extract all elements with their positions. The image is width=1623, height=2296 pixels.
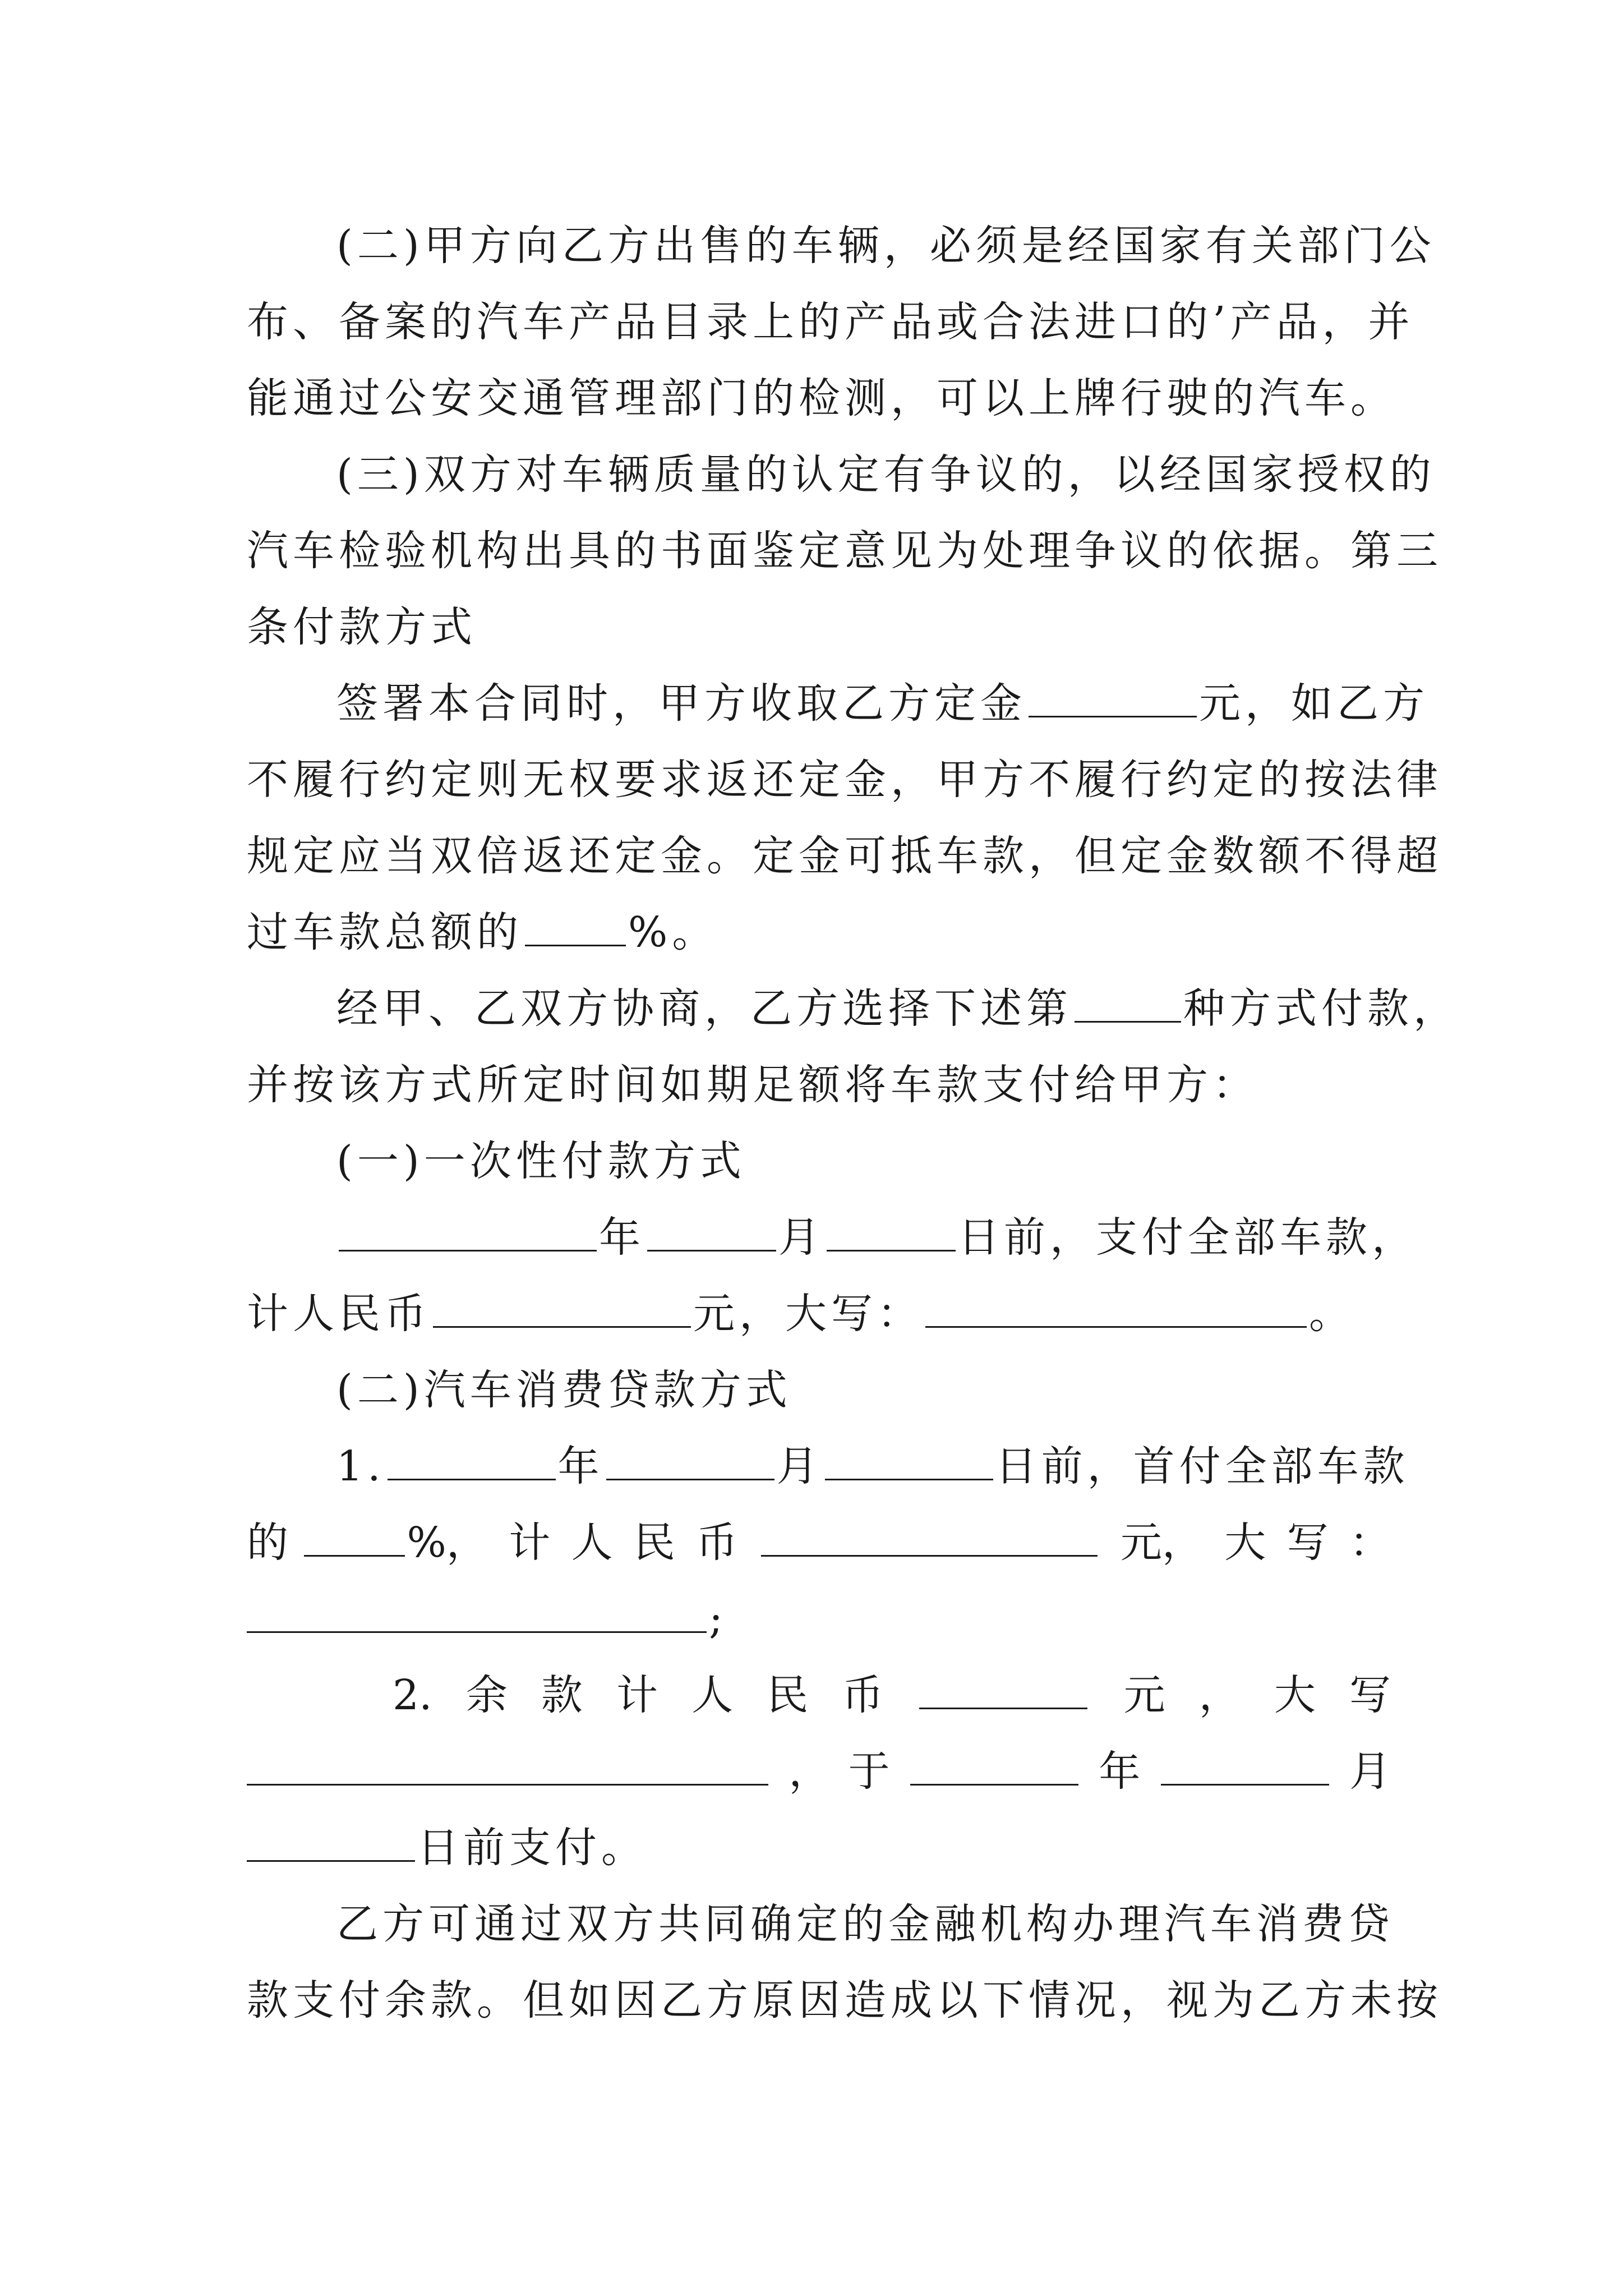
text-segment: 大 — [1274, 1671, 1316, 1719]
blank-amount — [433, 1287, 691, 1328]
blank-year — [388, 1439, 556, 1480]
text-segment: 。 — [1309, 1290, 1355, 1338]
blank-payment-method — [1075, 982, 1181, 1023]
text-line — [247, 1738, 1391, 1805]
text-segment: 人 — [691, 1671, 734, 1719]
blank-day — [247, 1821, 415, 1862]
blank-day — [827, 1211, 956, 1251]
text-segment: 过车款总额的 — [247, 908, 523, 956]
text-segment: 计 — [616, 1671, 658, 1719]
text-segment: 写 — [1287, 1519, 1329, 1567]
blank-deposit-amount — [1029, 677, 1197, 717]
section-heading: (二)汽车消费贷款方式 — [336, 1366, 792, 1414]
text-segment: ： — [1349, 1519, 1391, 1567]
blank-month — [1161, 1745, 1329, 1786]
text-line: 布、备案的汽车产品目录上的产品或合法进口的’产品，并 — [247, 298, 1414, 346]
text-line: 能通过公安交通管理部门的检测，可以上牌行驶的汽车。 — [247, 374, 1396, 422]
text-line — [247, 1509, 1391, 1576]
text-segment: 日前，首付全部车款 — [995, 1442, 1409, 1490]
text-line — [393, 1662, 1391, 1729]
text-segment: 月 — [1349, 1747, 1391, 1796]
blank-down-payment-percent — [304, 1516, 405, 1557]
blank-year — [339, 1211, 597, 1251]
text-segment: 民 — [633, 1519, 675, 1567]
text-segment: 余 — [465, 1671, 508, 1719]
text-segment — [247, 1738, 771, 1805]
text-segment: 写 — [1349, 1671, 1391, 1719]
text-segment — [759, 1509, 1100, 1576]
text-segment: 日前，支付全部车款， — [958, 1213, 1418, 1262]
text-segment: 于 — [848, 1747, 890, 1796]
text-line: (三)双方对车辆质量的认定有争议的，以经国家授权的 — [336, 450, 1436, 499]
blank-balance-amount — [919, 1668, 1087, 1709]
text-segment — [917, 1662, 1090, 1729]
text-line — [247, 1585, 1391, 1653]
blank-balance-words — [247, 1745, 768, 1786]
blank-amount-words — [247, 1592, 707, 1633]
text-segment: ， — [1198, 1671, 1241, 1719]
text-segment — [908, 1738, 1081, 1805]
section-heading: (一)一次性付款方式 — [336, 1137, 746, 1185]
text-line: 乙方可通过双方共同确定的金融机构办理汽车消费贷 — [336, 1900, 1394, 1948]
text-segment: 年 — [599, 1213, 645, 1262]
text-segment: ; — [709, 1595, 727, 1643]
text-line — [247, 1280, 1391, 1347]
text-segment: 种方式付款， — [1183, 984, 1459, 1033]
text-segment: 人 — [571, 1519, 613, 1567]
text-segment: 民 — [767, 1671, 809, 1719]
text-segment: 日前支付。 — [417, 1824, 647, 1872]
text-segment: ， — [789, 1747, 831, 1796]
blank-month — [647, 1211, 776, 1251]
blank-amount — [761, 1516, 1098, 1557]
text-line — [336, 670, 1429, 737]
text-segment: 款 — [541, 1671, 583, 1719]
text-line — [336, 1433, 1409, 1500]
text-segment: 2. — [393, 1671, 432, 1719]
text-segment: 元 — [1123, 1671, 1165, 1719]
text-line — [247, 899, 1391, 966]
text-segment: %。 — [628, 908, 718, 956]
text-segment: 元，大写： — [693, 1290, 923, 1338]
blank-amount-words — [925, 1287, 1307, 1328]
blank-day — [825, 1439, 993, 1480]
blank-month — [606, 1439, 774, 1480]
text-segment: 年 — [557, 1442, 604, 1490]
text-line: 汽车检验机构出具的书面鉴定意见为处理争议的依据。第三 — [247, 527, 1442, 575]
text-line — [336, 1204, 1418, 1271]
text-segment: 1. — [336, 1442, 385, 1490]
text-segment: 元， — [1120, 1519, 1204, 1567]
text-line: 不履行约定则无权要求返还定金，甲方不履行约定的按法律 — [247, 756, 1442, 804]
text-segment: 签署本合同时，甲方收取乙方定金 — [336, 679, 1026, 728]
text-line: 并按该方式所定时间如期足额将车款支付给甲方： — [247, 1061, 1258, 1109]
text-line: 条付款方式 — [247, 603, 477, 651]
text-line — [336, 975, 1459, 1042]
text-line — [247, 1814, 1391, 1881]
text-segment: 月 — [776, 1442, 823, 1490]
text-segment: 币 — [696, 1519, 738, 1567]
text-segment: 大 — [1224, 1519, 1266, 1567]
text-segment: 计人民币 — [247, 1290, 431, 1338]
blank-year — [910, 1745, 1078, 1786]
text-segment: 月 — [778, 1213, 824, 1262]
text-segment — [1159, 1738, 1331, 1805]
text-line: 规定应当双倍返还定金。定金可抵车款，但定金数额不得超 — [247, 832, 1442, 880]
text-segment: 的 %， — [247, 1509, 488, 1576]
text-line: (二)甲方向乙方出售的车辆，必须是经国家有关部门公 — [336, 222, 1436, 270]
text-segment: 元，如乙方 — [1199, 679, 1429, 728]
blank-deposit-percent — [525, 905, 626, 946]
text-segment: 年 — [1099, 1747, 1141, 1796]
text-line: 款支付余款。但如因乙方原因造成以下情况，视为乙方未按 — [247, 1976, 1442, 2024]
text-segment: 经甲、乙双方协商，乙方选择下述第 — [336, 984, 1072, 1033]
text-segment: 币 — [842, 1671, 884, 1719]
text-segment: 计 — [509, 1519, 551, 1567]
